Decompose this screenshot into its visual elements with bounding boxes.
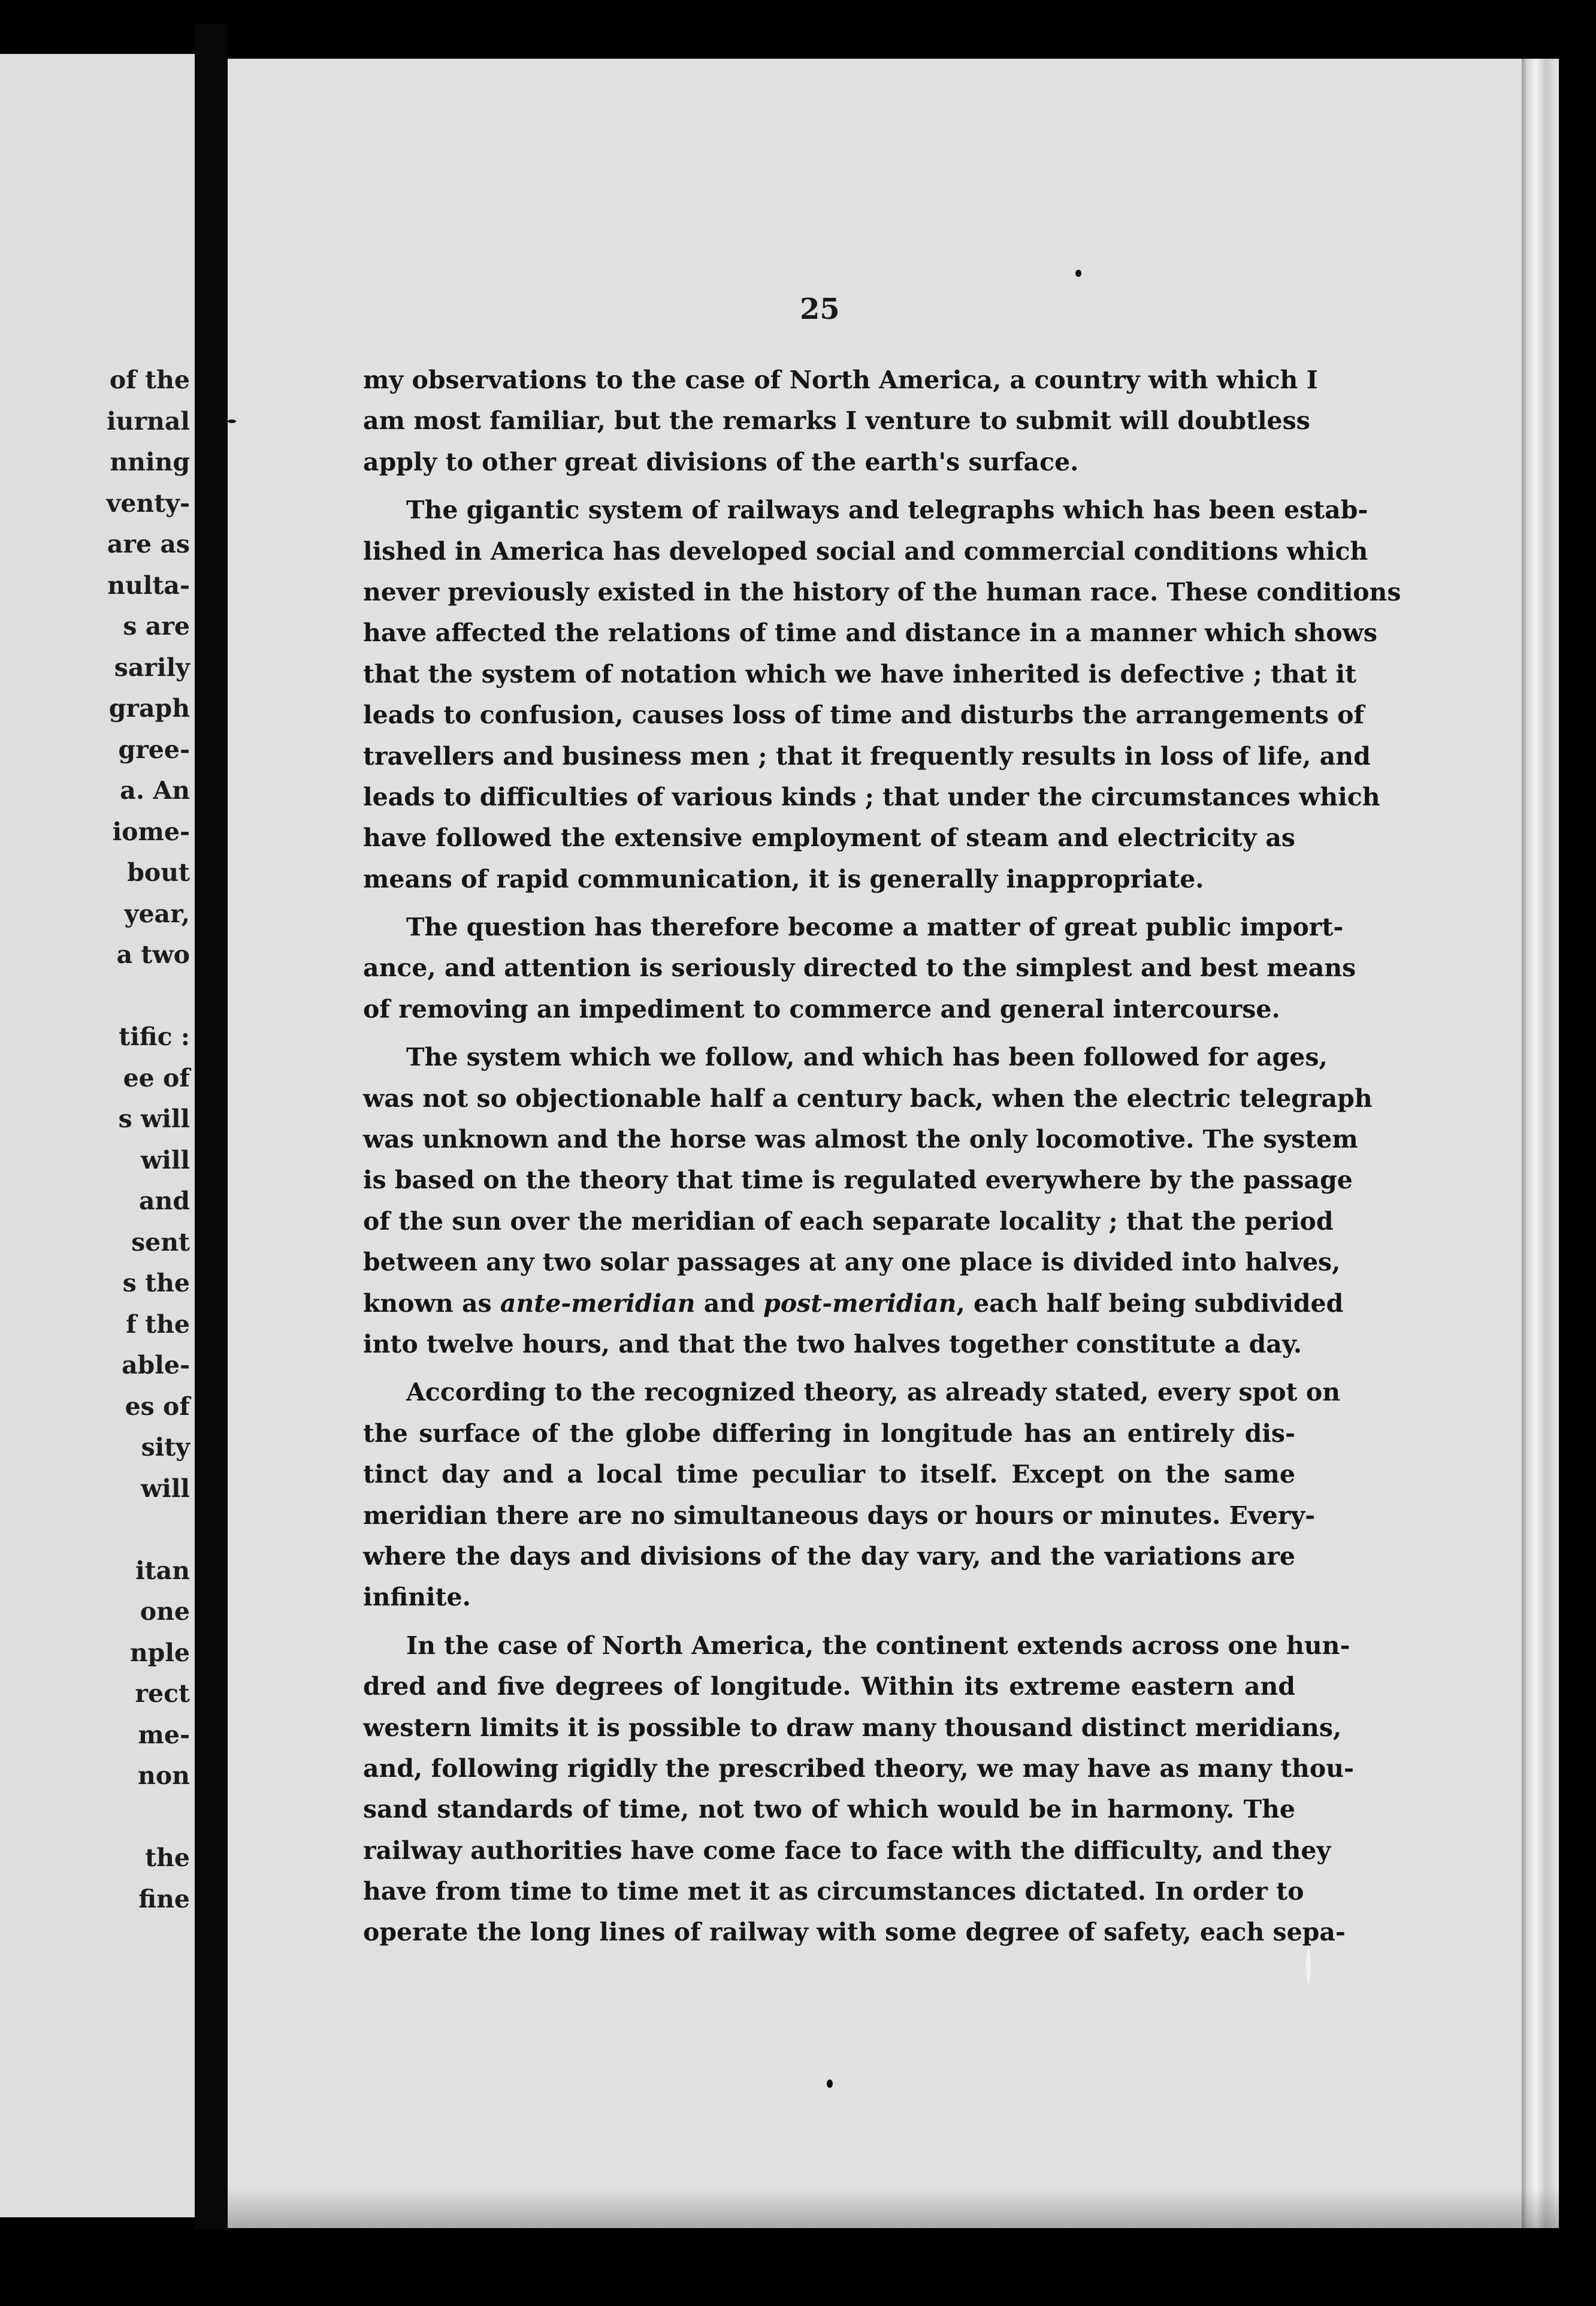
text-line: that the system of notation which we have inherited is defective ; that it — [363, 659, 1357, 689]
page-edge — [1522, 59, 1559, 2228]
left-page-line: sarily — [114, 653, 190, 682]
left-page-line: sent — [131, 1227, 190, 1257]
left-page-text — [107, 360, 191, 1919]
text-line: leads to difficulties of various kinds ; that under the circumstances which — [363, 782, 1380, 811]
book-gutter — [195, 24, 228, 2229]
left-page-line: rect — [135, 1679, 190, 1708]
left-page-line: non — [138, 1761, 190, 1790]
text-line: of the sun over the meridian of each separate locality ; that the period — [363, 1206, 1334, 1236]
text-line: infinite. — [363, 1583, 471, 1612]
text-line: between any two solar passages at any one place is divided into halves, — [363, 1248, 1341, 1277]
text-line: The system which we follow, and which has been followed for ages, — [406, 1043, 1328, 1072]
text-line: According to the recognized theory, as already stated, every spot on — [406, 1378, 1341, 1407]
left-page-line: nulta- — [107, 571, 190, 600]
text-line: was not so objectionable half a century back, when the electric telegraph — [363, 1083, 1373, 1113]
left-page-line — [107, 1797, 191, 1838]
scan-speck — [228, 419, 236, 423]
left-page-line: tific : — [119, 1022, 190, 1051]
text-line: The gigantic system of railways and telegraphs which has been estab- — [406, 496, 1368, 525]
text-line: have from time to time met it as circumstances dictated. In order to — [363, 1877, 1304, 1906]
left-page-line: will — [140, 1474, 190, 1503]
text-line: lished in America has developed social and commercial conditions which — [363, 536, 1368, 566]
text-line: means of rapid communication, it is generally inappropriate. — [363, 864, 1204, 894]
left-page-line: venty- — [106, 488, 190, 518]
left-page-line: graph — [108, 694, 190, 723]
paragraph — [363, 1625, 1355, 1953]
left-page-line: bout — [127, 858, 190, 887]
left-page-line: nning — [110, 448, 190, 476]
text-line: meridian there are no simultaneous days or hours or minutes. Every- — [363, 1501, 1316, 1530]
body-text — [363, 360, 1401, 1960]
paragraph — [363, 1037, 1373, 1365]
left-page-line: es of — [125, 1392, 190, 1421]
left-page-line: me- — [138, 1720, 190, 1749]
left-page-line: one — [140, 1597, 190, 1626]
page-shadow — [228, 2187, 1559, 2229]
text-line: into twelve hours, and that the two halves together constitute a day. — [363, 1329, 1302, 1359]
left-page-line: iurnal — [107, 406, 190, 436]
text-line: travellers and business men ; that it frequently results in loss of life, and — [363, 741, 1371, 771]
left-page-line — [107, 976, 191, 1017]
left-page-line: s the — [122, 1269, 190, 1297]
left-page-line: able- — [122, 1351, 190, 1380]
text-line: In the case of North America, the continent extends across one hun- — [406, 1631, 1350, 1660]
left-page-line: nple — [129, 1638, 190, 1667]
paragraph — [363, 1372, 1341, 1617]
left-page-line: fine — [138, 1884, 190, 1913]
scan-speck — [827, 2079, 833, 2088]
text-line: tinct day and a local time peculiar to itself. Except on the same — [363, 1460, 1295, 1489]
left-page-line: iome- — [112, 817, 190, 846]
left-page-line: year, — [124, 899, 190, 928]
text-line: sand standards of time, not two of which would be in harmony. The — [363, 1795, 1295, 1824]
text-line: my observations to the case of North America, a country with which I — [363, 366, 1318, 394]
left-page-line: a. An — [120, 776, 190, 805]
scan-speck — [1075, 270, 1081, 277]
text-line: have followed the extensive employment of steam and electricity as — [363, 823, 1295, 853]
text-line: was unknown and the horse was almost the only locomotive. The system — [363, 1125, 1358, 1154]
paragraph — [363, 907, 1356, 1030]
paragraph — [363, 490, 1401, 900]
text-line: is based on the theory that time is regulated everywhere by the passage — [363, 1166, 1353, 1195]
paragraph — [363, 360, 1318, 482]
left-page-fragment — [0, 54, 195, 2217]
text-line: of removing an impediment to commerce and general intercourse. — [363, 994, 1280, 1024]
left-page-line: a two — [116, 940, 190, 969]
scan-speck — [1306, 1948, 1311, 1984]
text-line: and, following rigidly the prescribed theory, we may have as many thou- — [363, 1753, 1355, 1783]
text-line: leads to confusion, causes loss of time and disturbs the arrangements of — [363, 701, 1365, 730]
text-line: am most familiar, but the remarks I venture to submit will doubtless — [363, 406, 1310, 436]
left-page-line: and — [138, 1187, 190, 1215]
text-line: where the days and divisions of the day vary, and the variations are — [363, 1541, 1295, 1571]
text-line: railway authorities have come face to face with the difficulty, and they — [363, 1836, 1331, 1865]
page-number: 25 — [800, 292, 840, 326]
text-line: The question has therefore become a matter of great public import- — [406, 913, 1344, 942]
text-line: apply to other great divisions of the earth's surface. — [363, 447, 1079, 476]
left-page-line: s are — [123, 612, 190, 641]
left-page-line: the — [145, 1843, 190, 1872]
left-page-line — [107, 1509, 191, 1550]
left-page-line: gree- — [118, 735, 190, 764]
left-page-line: of the — [109, 366, 190, 394]
text-line: known as ante-meridian and post-meridian, each half being subdivided — [363, 1288, 1344, 1318]
left-page-line: will — [140, 1145, 190, 1175]
text-line: the surface of the globe differing in longitude has an entirely dis- — [363, 1418, 1295, 1448]
text-line: ance, and attention is seriously directed to the simplest and best means — [363, 953, 1356, 983]
left-page-line: itan — [135, 1556, 190, 1585]
left-page-line: ee of — [123, 1063, 190, 1092]
left-page-line: are as — [107, 530, 190, 559]
text-line: never previously existed in the history of the human race. These conditions — [363, 577, 1401, 606]
text-line: have affected the relations of time and distance in a manner which shows — [363, 618, 1377, 648]
left-page-line: f the — [126, 1309, 190, 1339]
left-page-line: s will — [118, 1104, 190, 1133]
text-line: western limits it is possible to draw many thousand distinct meridians, — [363, 1713, 1342, 1742]
text-line: operate the long lines of railway with some degree of safety, each sepa- — [363, 1918, 1346, 1947]
text-line: dred and five degrees of longitude. Within its extreme eastern and — [363, 1672, 1295, 1701]
left-page-line: sity — [141, 1433, 190, 1462]
